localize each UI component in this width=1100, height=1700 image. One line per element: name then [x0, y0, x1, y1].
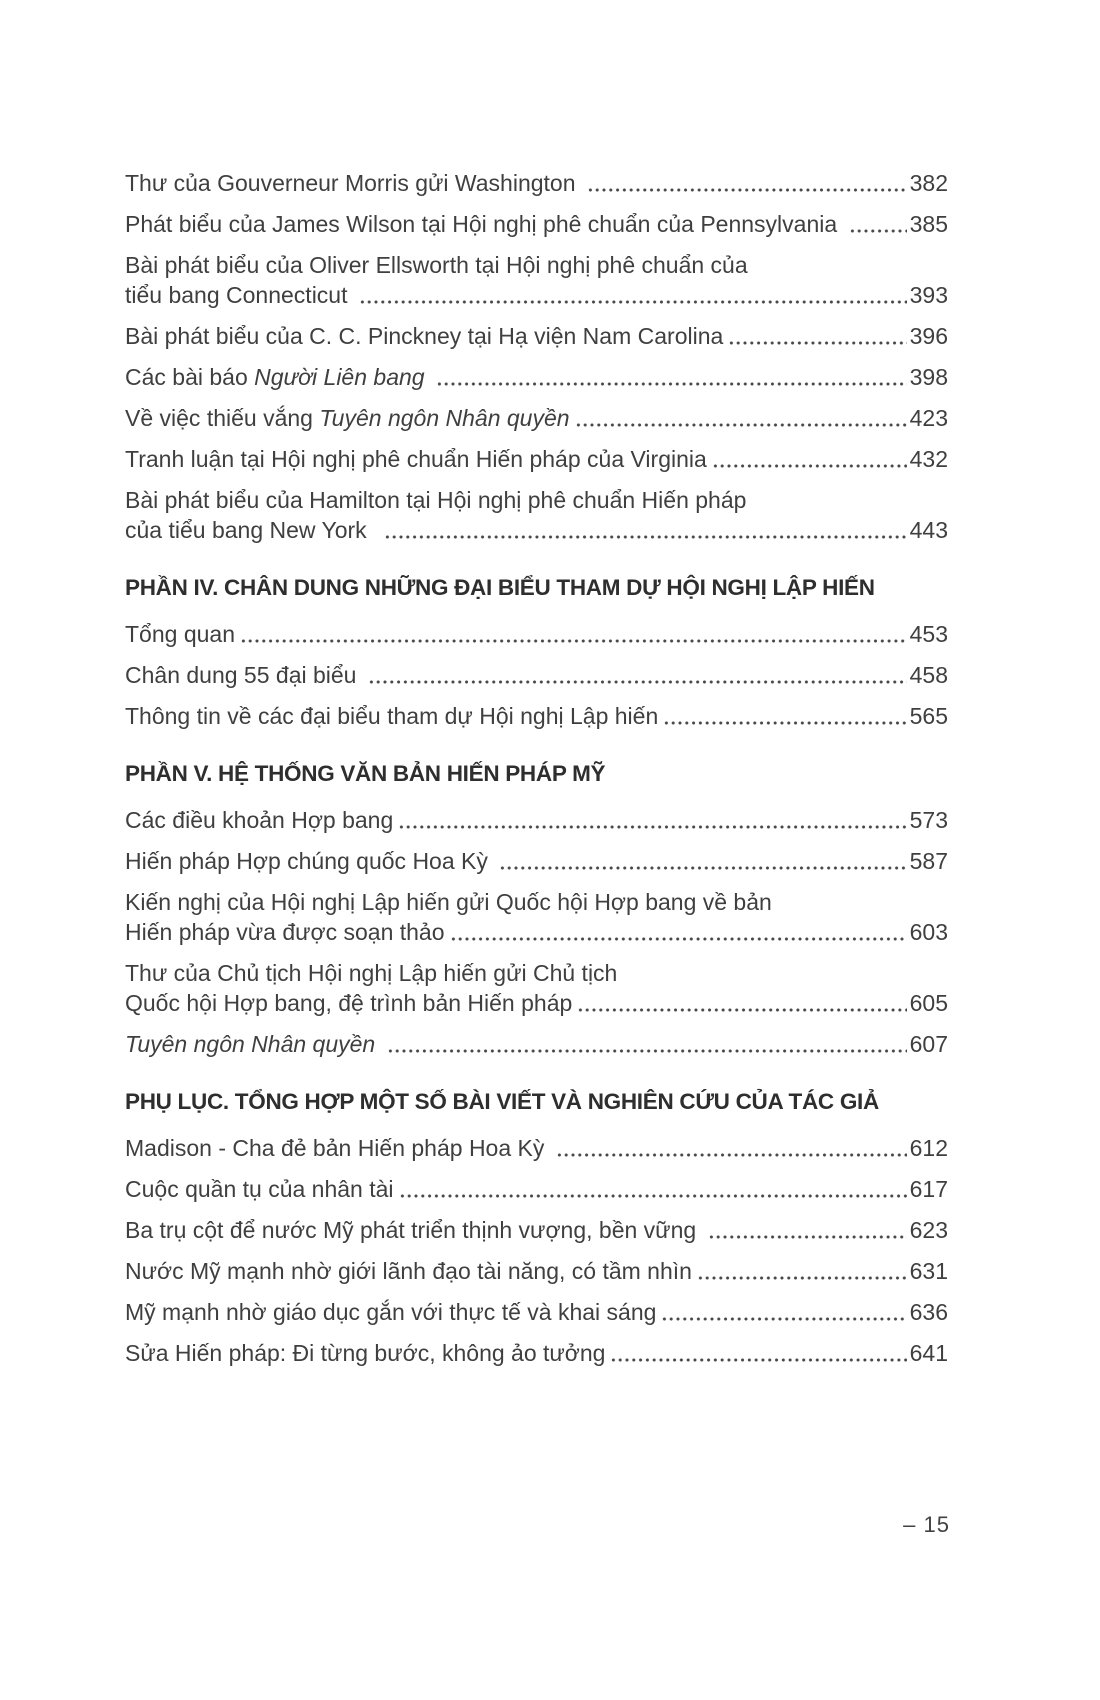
toc-entry-row	[125, 362, 948, 392]
dot-leader	[849, 226, 907, 236]
toc-entry-title: Mỹ mạnh nhờ giáo dục gắn với thực tế và khai sáng	[125, 1299, 657, 1325]
toc-entry-title: Các điều khoản Hợp bang	[125, 807, 394, 833]
toc-entry-title-italic: Tuyên ngôn Nhân quyền	[319, 405, 570, 431]
toc-entry	[125, 1297, 948, 1327]
toc-entry-title: Chân dung 55 đại biểu	[125, 662, 363, 688]
toc-entry	[125, 701, 948, 731]
dot-leader	[728, 338, 906, 348]
toc-entry	[125, 250, 948, 310]
dot-leader	[240, 636, 907, 646]
page-number: 623	[909, 1217, 948, 1243]
toc-entry-title: Sửa Hiến pháp: Đi từng bước, không ảo tưởng	[125, 1340, 606, 1366]
toc-entry-title: Thư của Chủ tịch Hội nghị Lập hiến gửi Chủ tịch	[125, 960, 618, 986]
dot-leader	[499, 863, 906, 873]
page-number: 631	[909, 1258, 948, 1284]
dot-leader	[708, 1232, 907, 1242]
toc-entry-row	[125, 846, 948, 876]
page-number: 603	[909, 919, 948, 945]
dot-leader	[387, 1046, 907, 1056]
toc-entry	[125, 168, 948, 198]
toc-entry-row	[125, 321, 948, 351]
toc-entry-row	[125, 805, 948, 835]
toc-entry-row	[125, 1297, 948, 1327]
toc-entry-row	[125, 701, 948, 731]
toc-entry-line1	[125, 485, 948, 515]
toc-entry-title: Thông tin về các đại biểu tham dự Hội nghị Lập hiến	[125, 703, 659, 729]
section-heading: PHẦN IV. CHÂN DUNG NHỮNG ĐẠI BIỂU THAM DỰ HỘI NGHỊ LẬP HIẾN	[125, 575, 875, 600]
toc-entry	[125, 1133, 948, 1163]
toc-entry	[125, 1215, 948, 1245]
toc-entry-title: Nước Mỹ mạnh nhờ giới lãnh đạo tài năng, có tầm nhìn	[125, 1258, 692, 1284]
toc-entry-title: Tổng quan	[125, 621, 235, 647]
toc-entry-title: Các bài báo	[125, 364, 255, 390]
toc-entry-title: Bài phát biểu của Hamilton tại Hội nghị phê chuẩn Hiến pháp	[125, 487, 747, 513]
toc-entry-title: Bài phát biểu của Oliver Ellsworth tại Hội nghị phê chuẩn của	[125, 252, 748, 278]
toc-entry-row	[125, 1029, 948, 1059]
toc-entry-line1	[125, 250, 948, 280]
toc-entry	[125, 444, 948, 474]
toc-entry-row	[125, 1133, 948, 1163]
toc-entry-title: Hiến pháp Hợp chúng quốc Hoa Kỳ	[125, 848, 495, 874]
page-number: 432	[909, 446, 948, 472]
page-number: 398	[909, 364, 948, 390]
toc-entry	[125, 958, 948, 1018]
toc-entry-title: Tranh luận tại Hội nghị phê chuẩn Hiến pháp của Virginia	[125, 446, 707, 472]
page-number: 423	[909, 405, 948, 431]
toc-entry	[125, 1174, 948, 1204]
toc-entry	[125, 619, 948, 649]
toc-entry-title: của tiểu bang New York	[125, 517, 380, 543]
page-number: 443	[909, 517, 948, 543]
toc-entry-row	[125, 917, 948, 947]
dot-leader	[436, 379, 907, 389]
page-number: 458	[909, 662, 948, 688]
toc-entry-title: Bài phát biểu của C. C. Pinckney tại Hạ viện Nam Carolina	[125, 323, 724, 349]
toc-entry-title: Phát biểu của James Wilson tại Hội nghị phê chuẩn của Pennsylvania	[125, 211, 844, 237]
dot-leader	[450, 934, 907, 944]
dot-leader	[577, 1005, 906, 1015]
toc-entry-title-italic: Người Liên bang	[254, 364, 431, 390]
toc-entry	[125, 209, 948, 239]
toc-entry	[125, 321, 948, 351]
dot-leader	[610, 1355, 906, 1365]
page-number: 573	[909, 807, 948, 833]
page-number: 605	[909, 990, 948, 1016]
toc-entry-row	[125, 1256, 948, 1286]
dot-leader	[398, 822, 906, 832]
toc-section	[125, 1086, 948, 1368]
toc-entry	[125, 1338, 948, 1368]
page-number: 382	[909, 170, 948, 196]
toc-entry-title: Madison - Cha đẻ bản Hiến pháp Hoa Kỳ	[125, 1135, 551, 1161]
toc-entry-row	[125, 988, 948, 1018]
toc-entry-row	[125, 168, 948, 198]
dot-leader	[697, 1273, 907, 1283]
toc-entry-title: Hiến pháp vừa được soạn thảo	[125, 919, 445, 945]
toc-entry-title: Thư của Gouverneur Morris gửi Washington	[125, 170, 582, 196]
toc-entry	[125, 485, 948, 545]
toc-entry	[125, 403, 948, 433]
page-number: 453	[909, 621, 948, 647]
table-of-contents	[125, 168, 948, 1379]
toc-section	[125, 168, 948, 545]
dot-leader	[399, 1191, 907, 1201]
toc-entry-row	[125, 619, 948, 649]
dot-leader	[587, 185, 907, 195]
page-number: 641	[909, 1340, 948, 1366]
section-heading: PHẦN V. HỆ THỐNG VĂN BẢN HIẾN PHÁP MỸ	[125, 761, 606, 786]
section-heading: PHỤ LỤC. TỔNG HỢP MỘT SỐ BÀI VIẾT VÀ NGHIÊN CỨU CỦA TÁC GIẢ	[125, 1089, 879, 1114]
toc-entry-title: Quốc hội Hợp bang, đệ trình bản Hiến pháp	[125, 990, 573, 1016]
toc-entry-row	[125, 1215, 948, 1245]
toc-entry-title: Cuộc quần tụ của nhân tài	[125, 1176, 394, 1202]
toc-entry	[125, 846, 948, 876]
page-number: 385	[909, 211, 948, 237]
page-number: 587	[909, 848, 948, 874]
toc-entry-title: Về việc thiếu vắng	[125, 405, 320, 431]
toc-entry	[125, 1029, 948, 1059]
toc-entry-row	[125, 403, 948, 433]
dot-leader	[359, 297, 907, 307]
page-number: 393	[909, 282, 948, 308]
folio-number: – 15	[903, 1512, 950, 1537]
page-number: 565	[909, 703, 948, 729]
dot-leader	[368, 677, 907, 687]
toc-entry	[125, 362, 948, 392]
toc-entry-row	[125, 660, 948, 690]
toc-entry-row	[125, 444, 948, 474]
toc-entry	[125, 887, 948, 947]
page-number: 396	[909, 323, 948, 349]
toc-entry-title: Ba trụ cột để nước Mỹ phát triển thịnh vượng, bền vững	[125, 1217, 703, 1243]
toc-entry-title-italic: Tuyên ngôn Nhân quyền	[125, 1031, 382, 1057]
toc-entry-row	[125, 280, 948, 310]
page-number: 607	[909, 1031, 948, 1057]
dot-leader	[556, 1150, 907, 1160]
dot-leader	[575, 420, 907, 430]
toc-entry	[125, 660, 948, 690]
dot-leader	[712, 461, 907, 471]
toc-section	[125, 758, 948, 1059]
toc-section	[125, 572, 948, 731]
page-number: 636	[909, 1299, 948, 1325]
toc-entry-line1	[125, 887, 948, 917]
dot-leader	[663, 718, 906, 728]
page-number: 612	[909, 1135, 948, 1161]
toc-entry-row	[125, 515, 948, 545]
page-number: 617	[909, 1176, 948, 1202]
toc-entry-row	[125, 209, 948, 239]
toc-entry-row	[125, 1174, 948, 1204]
toc-entry-title: Kiến nghị của Hội nghị Lập hiến gửi Quốc hội Hợp bang về bản	[125, 889, 772, 915]
toc-entry	[125, 805, 948, 835]
dot-leader	[661, 1314, 906, 1324]
toc-entry	[125, 1256, 948, 1286]
toc-entry-row	[125, 1338, 948, 1368]
toc-entry-line1	[125, 958, 948, 988]
dot-leader	[384, 532, 906, 542]
toc-entry-title: tiểu bang Connecticut	[125, 282, 354, 308]
